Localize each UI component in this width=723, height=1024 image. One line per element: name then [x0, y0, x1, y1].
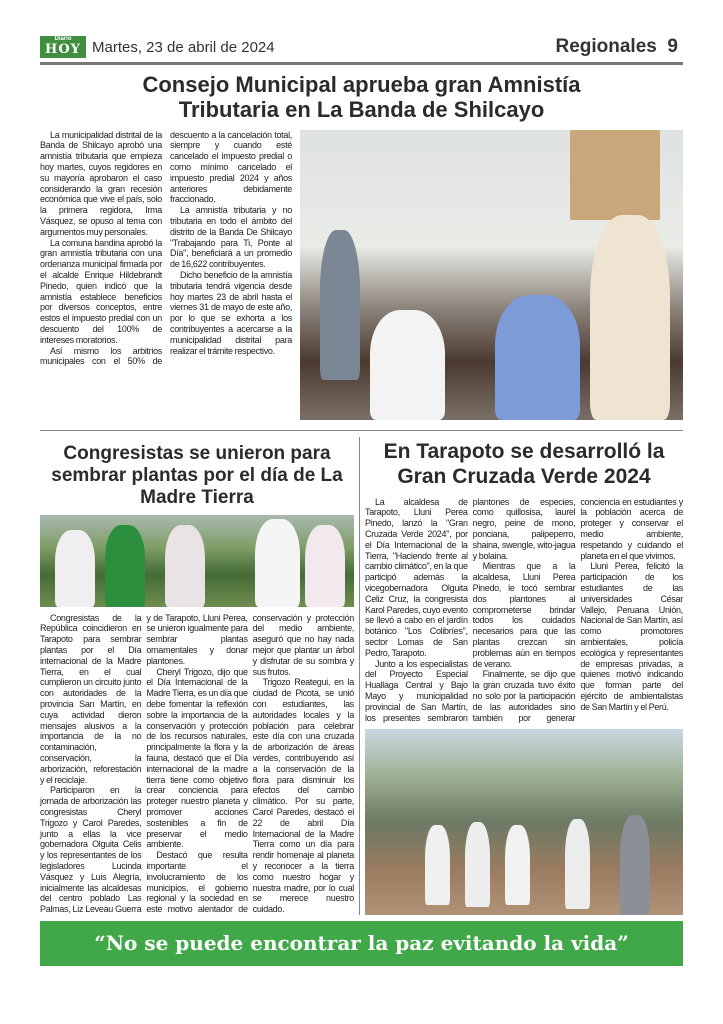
paragraph: Lluni Perea, felicitó la participación de los estudiantes de las universidades César Vallejo, Peruana Unión, Nacional de San Martín, así como promotores ambientales, policía ecológica y representantes de empresas privadas, a quienes motivó indicando que forman parte del ejército de ambientalistas de San Martín y el Perú. — [580, 561, 683, 712]
paragraph: Cheryl Trigozo, dijo que el Día Internacional de la Madre Tierra, es un día que debe fomentar la reflexión sobre la importancia de la conservación y protección de los recursos naturales, principalmente la flora y la fauna, destacó que el Día internacional de la madre tierra tiene como objetivo crear conciencia para proteger nuestro planeta y promover acciones sostenibles a fin de preservar el medio ambiente. — [146, 666, 248, 850]
article3 — [365, 437, 683, 915]
green-crusade-photo — [365, 729, 683, 915]
paragraph: Destacó que resulta importante el involucramiento de los municipios, el gobierno regional y la sociedad en este motivo alentador de conservación y protección del medio ambiente, aseguró que no hay nada mejor que plantar un árbol y disfrutar de su sombra y sus frutos. — [146, 612, 354, 915]
article2-headline: Congresistas se unieron para sembrar plantas por el día de La Madre Tierra — [51, 442, 343, 508]
article1-headline: Consejo Municipal aprueba gran Amnistía Tributaria en La Banda de Shilcayo — [142, 72, 581, 123]
article1-body — [40, 130, 292, 420]
newspaper-logo — [40, 36, 86, 58]
page-header — [40, 34, 683, 60]
paragraph: Mientras que a la alcaldesa, Lluni Perea Pinedo, le tocó sembrar dos plantones al comprometerse brindar todos los cuidados necesarios para que las plantas crezcan sin problemas aún en tiempos de verano. — [472, 561, 576, 669]
paragraph: Trigozo Reategui, en la ciudad de Picota, se unió con estudiantes, las autoridades locales y la población para celebrar este día con una cruzada de arborización de áreas verdes, contribuyendo así a la conservación de la flora para disminuir los efectos del cambio climático. Por su parte, Carol Paredes, destacó el 22 de abril Día Internacional de la Madre Tierra como un día para rendir homenaje al planeta y reconocer a la tierra como nuestro hogar y nuestra madre, por lo cual se merece nuestro cuidado. — [252, 677, 354, 915]
page-number: 9 — [667, 36, 678, 57]
paragraph: La alcaldesa de Tarapoto, Lluni Perea Pinedo, lanzó la "Gran Cruzada Verde 2024", por el Día Internacional de la Tierra, "Haciendo frente al cambio climático", en la que participó además la vicegobernadora Olguita Celiz Cruz, la congresista Karol Paredes, cuyo evento se llevó a cabo en el jardín botánico "Los Colibríes", sector Lomas de San Pedro, Tarapoto. — [365, 496, 468, 658]
header-divider — [40, 62, 683, 65]
logo-big-text: HOY — [45, 42, 81, 57]
paragraph: La municipalidad distrital de la Banda de Shilcayo aprobó una amnistía tributaria que empieza hoy martes, cuyos regidores en su mayoría aprobaron el caso considerando la gran recesión económica que vive el país, solo la primera regidora, Irma Vásquez, se opuso al tema con argumentos muy personales. — [40, 129, 162, 237]
article3-body — [365, 497, 683, 724]
article2 — [40, 437, 354, 915]
logo-small-text: Diario — [54, 36, 72, 42]
paragraph: Dicho beneficio de la amnistía tributaria tendrá vigencia desde hoy martes 23 de abril hasta el viernes 31 de mayo de este año, por lo que se exhorta a los contribuyentes a acercarse a la municipalidad distrital para realizar el trámite respectivo. — [170, 269, 292, 356]
column-divider — [359, 437, 360, 915]
article1 — [40, 130, 683, 420]
paragraph: Congresistas de la República coincidieron en Tarapoto para sembrar plantas por el Día internacional de la Madre Tierra, en el cual cumplieron un circuito junto con autoridades de la provincia San Martín, en cuya actividad dieron mensajes alusivos a la importancia de la no contaminación, conservación, la arborización, reforestación y el reciclaje. — [40, 612, 142, 785]
section-divider — [40, 430, 683, 431]
section-header — [555, 36, 678, 58]
congresswomen-planting-photo — [40, 515, 354, 607]
paragraph: La comuna bandina aprobó la gran amnistía tributaria con una ordenanza municipal firmada por el alcalde Enrique Hildebrandt Pinedo, quien indicó que la amnistía establece beneficios por diversos conceptos, entre estos el impuesto predial con un descuento del 100% de intereses moratorios. — [40, 237, 162, 345]
paragraph: Finalmente, se dijo que la gran cruzada tuvo éxito no solo por la participación de las autoridades sino también por generar conciencia en estudiantes y la población acerca de proteger y conservar el medio ambiente, respetando y cuidando el planeta en el que vivimos. — [472, 496, 683, 723]
issue-date: Martes, 23 de abril de 2024 — [92, 38, 275, 56]
council-meeting-photo — [300, 130, 683, 420]
lower-section — [40, 437, 683, 915]
article2-body — [40, 613, 354, 915]
section-name: Regionales — [555, 36, 657, 57]
paragraph: Junto a los especialistas del Proyecto Especial Huallaga Central y Bajo Mayo y municipalidad provincial de San Martín, los presentes sembraron plantones de especies, como quillosisa, laurel negro, peine de mono, ponciana, palipeperro, shaina, swengle, wito-jagua y bolaina. — [365, 496, 576, 723]
quote-banner: “No se puede encontrar la paz evitando la vida” — [40, 921, 683, 966]
paragraph: Así mismo los arbitrios municipales con el 50% de descuento a la cancelación total, siempre y cuando esté cancelado el impuesto predial o como mínimo cancelado el impuesto predial 2024 y años anteriores debidamente fraccionado. — [40, 129, 292, 367]
paragraph: La amnistía tributaria y no tributaria en todo el ámbito del distrito de la Banda De Shilcayo "Trabajando para Ti, Ponte al Día", beneficiará a un promedio de 16,622 contribuyentes. — [170, 205, 292, 270]
article3-headline: En Tarapoto se desarrolló la Gran Cruzada Verde 2024 — [383, 439, 665, 488]
paragraph: Participaron en la jornada de arborización las congresistas Cheryl Trigozo y Carol Paredes, junto a ellas la vice gobernadora Olguita Celis y los representantes de los legisladores Lucinda Vásquez y Luis Alegría, inicialmente las alcaldesas del centro poblado Las Palmas, Liz Leveau Guerra y de Tarapoto, Lluni Perea, se unieron igualmente para sembrar plantas ornamentales y donar plantones. — [40, 612, 248, 915]
